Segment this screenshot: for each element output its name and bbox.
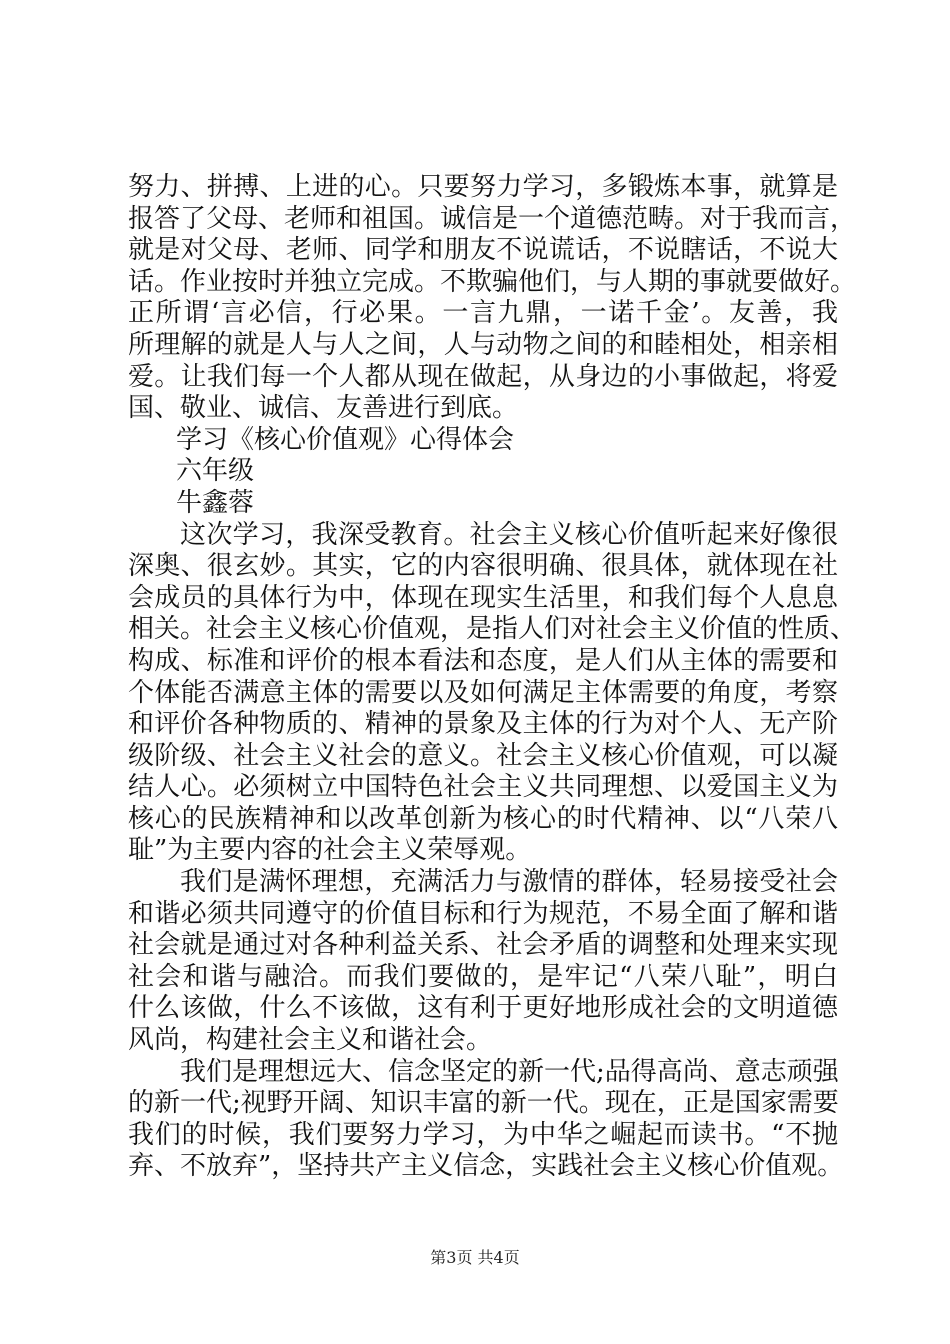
page-number-footer: 第3页 共4页: [430, 1248, 520, 1267]
paragraph-line: 话。作业按时并独立完成。不欺骗他们，与人期的事就要做好。: [128, 266, 857, 297]
paragraph-line: 社会就是通过对各种利益关系、社会矛盾的调整和处理来实现: [128, 930, 838, 961]
paragraph-line: 相关。社会主义核心价值观，是指人们对社会主义价值的性质、: [128, 614, 857, 645]
paragraph-line: 我们是理想远大、信念坚定的新一代;品得高尚、意志顽强: [180, 1056, 839, 1087]
paragraph-line: 弃、不放弃”，坚持共产主义信念，实践社会主义核心价值观。: [128, 1151, 844, 1182]
document-title: 学习《核心价值观》心得体会: [176, 424, 515, 455]
paragraph-1: [128, 172, 857, 425]
paragraph-line: 深奥、很玄妙。其实，它的内容很明确、很具体，就体现在社: [128, 551, 838, 582]
paragraph-line: 个体能否满意主体的需要以及如何满足主体需要的角度，考察: [128, 677, 838, 708]
paragraph-line: 所理解的就是人与人之间，人与动物之间的和睦相处，相亲相: [128, 329, 838, 360]
paragraph-line: 的新一代;视野开阔、知识丰富的新一代。现在，正是国家需要: [128, 1088, 839, 1119]
paragraph-line: 和评价各种物质的、精神的景象及主体的行为对个人、无产阶: [128, 709, 838, 740]
paragraph-line: 我们的时候，我们要努力学习，为中华之崛起而读书。“不抛: [128, 1119, 838, 1150]
paragraph-line: 我们是满怀理想，充满活力与激情的群体，轻易接受社会: [180, 867, 838, 898]
paragraph-line: 正所谓‘言必信，行必果。一言九鼎，一诺千金’。友善，我: [128, 298, 838, 329]
paragraph-line: 核心的民族精神和以改革创新为核心的时代精神、以“八荣八: [128, 803, 838, 834]
paragraph-line: 构成、标准和评价的根本看法和态度，是人们从主体的需要和: [128, 645, 838, 676]
paragraph-4: [128, 1056, 844, 1183]
paragraph-line: 就是对父母、老师、同学和朋友不说谎话，不说瞎话，不说大: [128, 235, 838, 266]
paragraph-line: 报答了父母、老师和祖国。诚信是一个道德范畴。对于我而言，: [128, 203, 857, 234]
paragraph-2: [128, 519, 857, 868]
paragraph-line: 努力、拼搏、上进的心。只要努力学习，多锻炼本事，就算是: [128, 172, 838, 202]
paragraph-line: 什么该做，什么不该做，这有利于更好地形成社会的文明道德: [128, 993, 838, 1024]
paragraph-line: 和谐必须共同遵守的价值目标和行为规范，不易全面了解和谐: [128, 898, 838, 929]
paragraph-line: 会成员的具体行为中，体现在现实生活里，和我们每个人息息: [128, 582, 838, 613]
paragraph-line: 级阶级、社会主义社会的意义。社会主义核心价值观，可以凝: [128, 740, 838, 771]
paragraph-line: 风尚，构建社会主义和谐社会。: [128, 1025, 493, 1056]
paragraph-3: [128, 867, 838, 1057]
grade-label: 六年级: [176, 456, 255, 487]
paragraph-line: 社会和谐与融洽。而我们要做的，是牢记“八荣八耻”，明白: [128, 961, 838, 992]
author-name: 牛鑫蓉: [176, 487, 255, 518]
paragraph-line: 爱。让我们每一个人都从现在做起，从身边的小事做起，将爱: [128, 361, 838, 392]
document-body: [128, 172, 857, 1183]
paragraph-line: 耻”为主要内容的社会主义荣辱观。: [128, 835, 532, 866]
paragraph-line: 这次学习，我深受教育。社会主义核心价值听起来好像很: [180, 519, 838, 550]
paragraph-line: 国、敬业、诚信、友善进行到底。: [128, 393, 519, 424]
paragraph-line: 结人心。必须树立中国特色社会主义共同理想、以爱国主义为: [128, 772, 838, 803]
